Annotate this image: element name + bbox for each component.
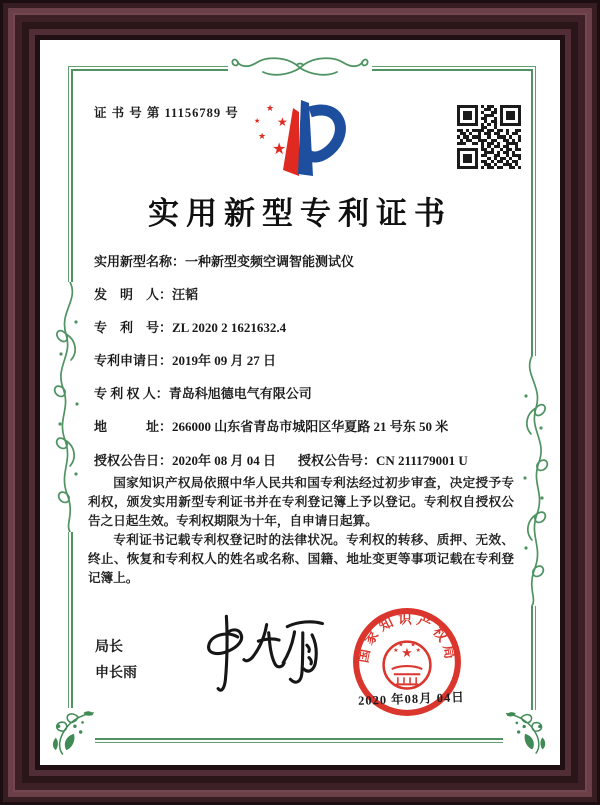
field-value: 2019年 09 月 27 日	[172, 353, 277, 368]
field-label: 专 利 号：	[94, 320, 173, 335]
svg-text:★: ★	[410, 642, 416, 649]
logo-star-icon: ★	[272, 141, 287, 158]
director-signature	[192, 606, 332, 701]
logo-star-icon: ★	[254, 117, 261, 125]
bottom-left-floral-ornament	[51, 708, 95, 756]
field-label: 专 利 权 人：	[94, 386, 169, 401]
field-row	[94, 417, 514, 450]
body-paragraph-1: 国家知识产权局依照中华人民共和国专利法经过初步审查，决定授予专利权，颁发实用新型专利证书并在专利登记簿上予以登记。专利权自授权公告之日起生效。专利权期限为十年，自申请日起算。	[88, 476, 514, 528]
seal-text: 国家知识产权局	[355, 611, 459, 665]
certificate-title: 实用新型专利证书	[148, 196, 452, 231]
field-list	[94, 252, 514, 450]
seal-national-emblem	[384, 642, 431, 689]
field-value: 汪韬	[172, 287, 199, 302]
field-row	[94, 384, 514, 417]
svg-text:★: ★	[401, 644, 413, 660]
body-paragraph-2: 专利证书记载专利权登记时的法律状况。专利权的转移、质押、无效、终止、恢复和专利权人的姓名或名称、国籍、地址变更等事项记载在专利登记簿上。	[88, 533, 514, 585]
svg-text:★: ★	[393, 647, 399, 654]
grant-date-value: 2020年 08 月 04 日	[172, 453, 277, 468]
logo-blue-bowl	[308, 110, 340, 157]
field-value: 青岛科旭德电气有限公司	[168, 386, 312, 401]
logo-star-icon: ★	[277, 115, 288, 129]
field-label: 发 明 人：	[94, 287, 173, 302]
grant-no-label: 授权公告号：	[298, 453, 377, 468]
grant-row	[94, 450, 514, 469]
field-value: ZL 2020 2 1621632.4	[172, 320, 287, 335]
director-title: 局长	[95, 640, 123, 655]
certificate-number: 证 书 号 第 11156789 号	[94, 106, 239, 120]
cnipa-logo	[250, 96, 350, 184]
field-value: 一种新型变频空调智能测试仪	[185, 254, 355, 269]
logo-star-icon: ★	[258, 131, 267, 141]
legal-text	[88, 474, 514, 588]
left-flourish-ornament	[51, 282, 89, 532]
right-flourish-ornament	[513, 356, 551, 606]
seal-date: 2020 年08月 04日	[357, 690, 466, 708]
field-row	[94, 318, 514, 351]
grant-no-value: CN 211179001 U	[376, 453, 468, 468]
bottom-right-floral-ornament	[503, 710, 549, 754]
field-row	[94, 285, 514, 318]
director-name: 申长雨	[95, 666, 137, 681]
logo-star-icon: ★	[266, 103, 275, 113]
field-row	[94, 351, 514, 384]
svg-text:★: ★	[415, 647, 421, 654]
qr-code	[457, 105, 521, 169]
svg-text:★: ★	[398, 642, 404, 649]
top-flourish-ornament	[228, 52, 372, 82]
grant-date-label: 授权公告日：	[94, 453, 173, 468]
field-label: 专利申请日：	[94, 353, 173, 368]
field-label: 实用新型名称：	[94, 254, 186, 269]
field-label: 地 址：	[94, 419, 173, 434]
field-row	[94, 252, 514, 285]
field-value: 266000 山东省青岛市城阳区华夏路 21 号东 50 米	[172, 419, 449, 434]
